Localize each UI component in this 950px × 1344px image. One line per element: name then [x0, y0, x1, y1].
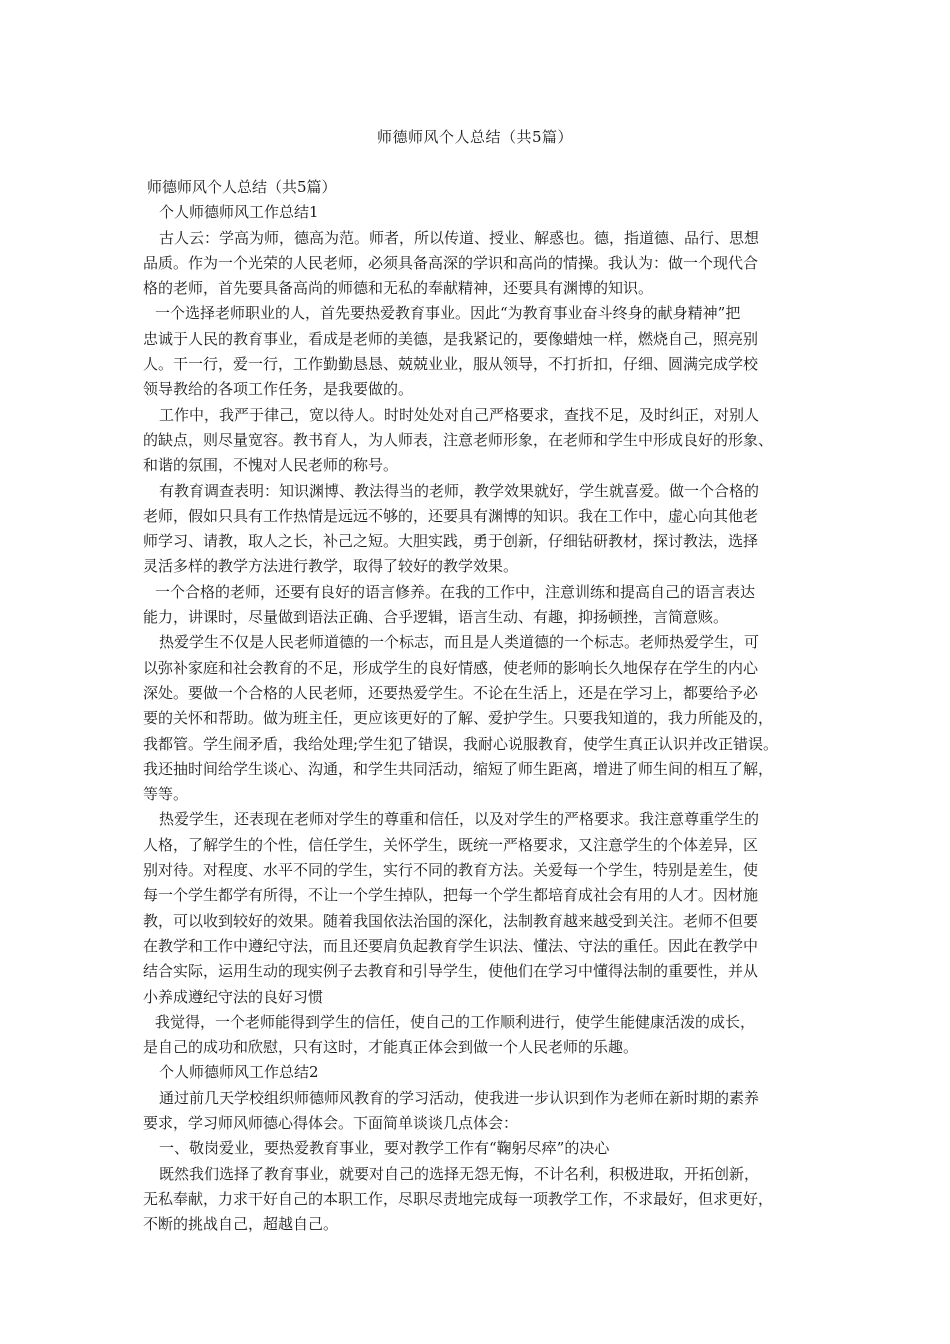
- text-line: 我都管。学生闹矛盾，我给处理;学生犯了错误，我耐心说服教育，使学生真正认识并改正错误。: [143, 734, 779, 753]
- text-line: 以弥补家庭和社会教育的不足，形成学生的良好情感，使老师的影响长久地保存在学生的内心: [143, 658, 759, 677]
- text-line: 我觉得，一个老师能得到学生的信任，使自己的工作顺利进行，使学生能健康活泼的成长，: [155, 1012, 756, 1031]
- text-line: 一个合格的老师，还要有良好的语言修养。在我的工作中，注意训练和提高自己的语言表达: [155, 582, 756, 601]
- text-line: 有教育调查表明：知识渊博、教法得当的老师，教学效果就好，学生就喜爱。做一个合格的: [159, 481, 760, 500]
- page-title: 师德师风个人总结（共5篇）: [376, 128, 574, 146]
- text-line: 热爱学生不仅是人民老师道德的一个标志，而且是人类道德的一个标志。老师热爱学生，可: [159, 633, 760, 652]
- text-line: 在教学和工作中遵纪守法，而且还要肩负起教育学生识法、懂法、守法的重任。因此在教学中: [143, 936, 759, 955]
- text-line: 一、敬岗爱业，要热爱教育事业，要对教学工作有“鞠躬尽瘁”的决心: [159, 1139, 610, 1158]
- text-line: 忠诚于人民的教育事业，看成是老师的美德，是我紧记的，要像蜡烛一样，燃烧自己，照亮别: [143, 329, 759, 348]
- text-line: 小养成遵纪守法的良好习惯: [143, 987, 324, 1006]
- text-line: 领导教给的各项工作任务，是我要做的。: [143, 380, 414, 399]
- text-line: 热爱学生，还表现在老师对学生的尊重和信任，以及对学生的严格要求。我注意尊重学生的: [159, 810, 760, 829]
- text-line: 工作中，我严于律己，宽以待人。时时处处对自己严格要求，查找不足，及时纠正，对别人: [159, 405, 760, 424]
- text-line: 要求，学习师风师德心得体会。下面简单谈谈几点体会：: [143, 1113, 519, 1132]
- text-line: 不断的挑战自己，超越自己。: [143, 1215, 339, 1234]
- text-line: 格的老师，首先要具备高尚的师德和无私的奉献精神，还要具有渊博的知识。: [143, 279, 654, 298]
- text-line: 是自己的成功和欣慰，只有这时，才能真正体会到做一个人民老师的乐趣。: [143, 1038, 639, 1057]
- text-line: 既然我们选择了教育事业，就要对自己的选择无怨无悔，不计名利，积极进取，开拓创新，: [159, 1164, 760, 1183]
- text-line: 师学习、请教，取人之长，补己之短。大胆实践，勇于创新，仔细钻研教材，探讨教法，选择: [143, 532, 759, 551]
- text-line: 和谐的氛围，不愧对人民老师的称号。: [143, 456, 399, 475]
- text-line: 古人云：学高为师，德高为范。师者，所以传道、授业、解惑也。德，指道德、品行、思想: [159, 228, 760, 247]
- text-line: 通过前几天学校组织师德师风教育的学习活动，使我进一步认识到作为老师在新时期的素养: [159, 1088, 760, 1107]
- text-line: 要的关怀和帮助。做为班主任，更应该更好的了解、爱护学生。只要我知道的，我力所能及的，: [143, 709, 774, 728]
- text-line: 师德师风个人总结（共5篇）: [147, 178, 337, 196]
- text-line: 人。干一行，爱一行，工作勤勤恳恳、兢兢业业，服从领导，不打折扣，仔细、圆满完成学校: [143, 355, 759, 374]
- text-line: 一个选择老师职业的人，首先要热爱教育事业。因此“为教育事业奋斗终身的献身精神”把: [155, 304, 741, 323]
- text-line: 等等。: [143, 785, 189, 804]
- text-line: 每一个学生都学有所得，不让一个学生掉队，把每一个学生都培育成社会有用的人才。因材施: [143, 886, 759, 905]
- text-line: 的缺点，则尽量宽容。教书育人，为人师表，注意老师形象，在老师和学生中形成良好的形象、: [143, 430, 774, 449]
- text-line: 品质。作为一个光荣的人民老师，必须具备高深的学识和高尚的情操。我认为：做一个现代合: [143, 253, 759, 272]
- document-body: [143, 175, 813, 1237]
- text-line: 个人师德师风工作总结2: [159, 1063, 319, 1082]
- text-line: 深处。要做一个合格的人民老师，还要热爱学生。不论在生活上，还是在学习上，都要给予必: [143, 683, 759, 702]
- text-line: 灵活多样的教学方法进行教学，取得了较好的教学效果。: [143, 557, 519, 576]
- text-line: 我还抽时间给学生谈心、沟通，和学生共同活动，缩短了师生距离，增进了师生间的相互了解，: [143, 759, 774, 778]
- text-line: 人格，了解学生的个性，信任学生，关怀学生，既统一严格要求，又注意学生的个体差异，区: [143, 835, 759, 854]
- text-line: 教，可以收到较好的效果。随着我国依法治国的深化，法制教育越来越受到关注。老师不但要: [143, 911, 759, 930]
- text-line: 个人师德师风工作总结1: [159, 203, 319, 222]
- text-line: 无私奉献，力求干好自己的本职工作，尽职尽责地完成每一项教学工作，不求最好，但求更好，: [143, 1189, 774, 1208]
- text-line: 老师，假如只具有工作热情是远远不够的，还要具有渊博的知识。我在工作中，虚心向其他老: [143, 506, 759, 525]
- text-line: 结合实际，运用生动的现实例子去教育和引导学生，使他们在学习中懂得法制的重要性，并从: [143, 962, 759, 981]
- text-line: 能力，讲课时，尽量做到语法正确、合乎逻辑，语言生动、有趣，抑扬顿挫，言简意赅。: [143, 608, 729, 627]
- text-line: 别对待。对程度、水平不同的学生，实行不同的教育方法。关爱每一个学生，特别是差生，使: [143, 861, 759, 880]
